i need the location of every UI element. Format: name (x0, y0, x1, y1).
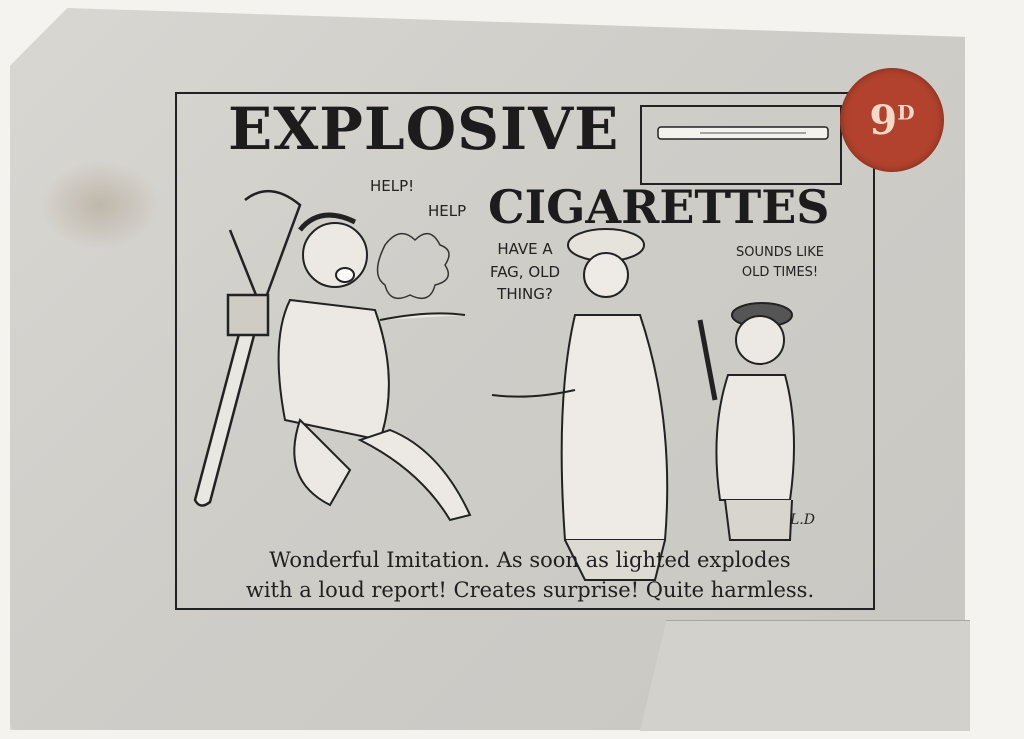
speech-line: THING? (497, 285, 553, 303)
cigarette-icon (658, 127, 828, 139)
golfer-figure (279, 215, 470, 520)
speech-line: HAVE A (497, 240, 553, 258)
speech-bubble-boy (705, 243, 855, 282)
caption-line-1: Wonderful Imitation. As soon as lighted explodes (269, 548, 791, 572)
artist-signature: L.D (790, 512, 815, 528)
speech-bubble-help-2: HELP (428, 202, 467, 220)
price-badge (840, 68, 944, 172)
title-cigarettes: CIGARETTES (488, 180, 830, 234)
price-amount: 9 (869, 96, 898, 144)
caption (195, 545, 865, 606)
price-unit: D (897, 100, 915, 125)
speech-bubble-woman (470, 238, 580, 306)
speech-line: FAG, OLD (489, 262, 561, 281)
title-explosive: EXPLOSIVE (228, 95, 620, 163)
explosion-smoke (378, 234, 450, 299)
boy-figure (700, 303, 794, 540)
caption-line-2: with a loud report! Creates surprise! Quite harmless. (245, 578, 815, 603)
speech-line: SOUNDS LIKE (736, 245, 824, 260)
speech-line: OLD TIMES! (741, 264, 819, 280)
speech-bubble-help-1: HELP! (370, 177, 415, 195)
